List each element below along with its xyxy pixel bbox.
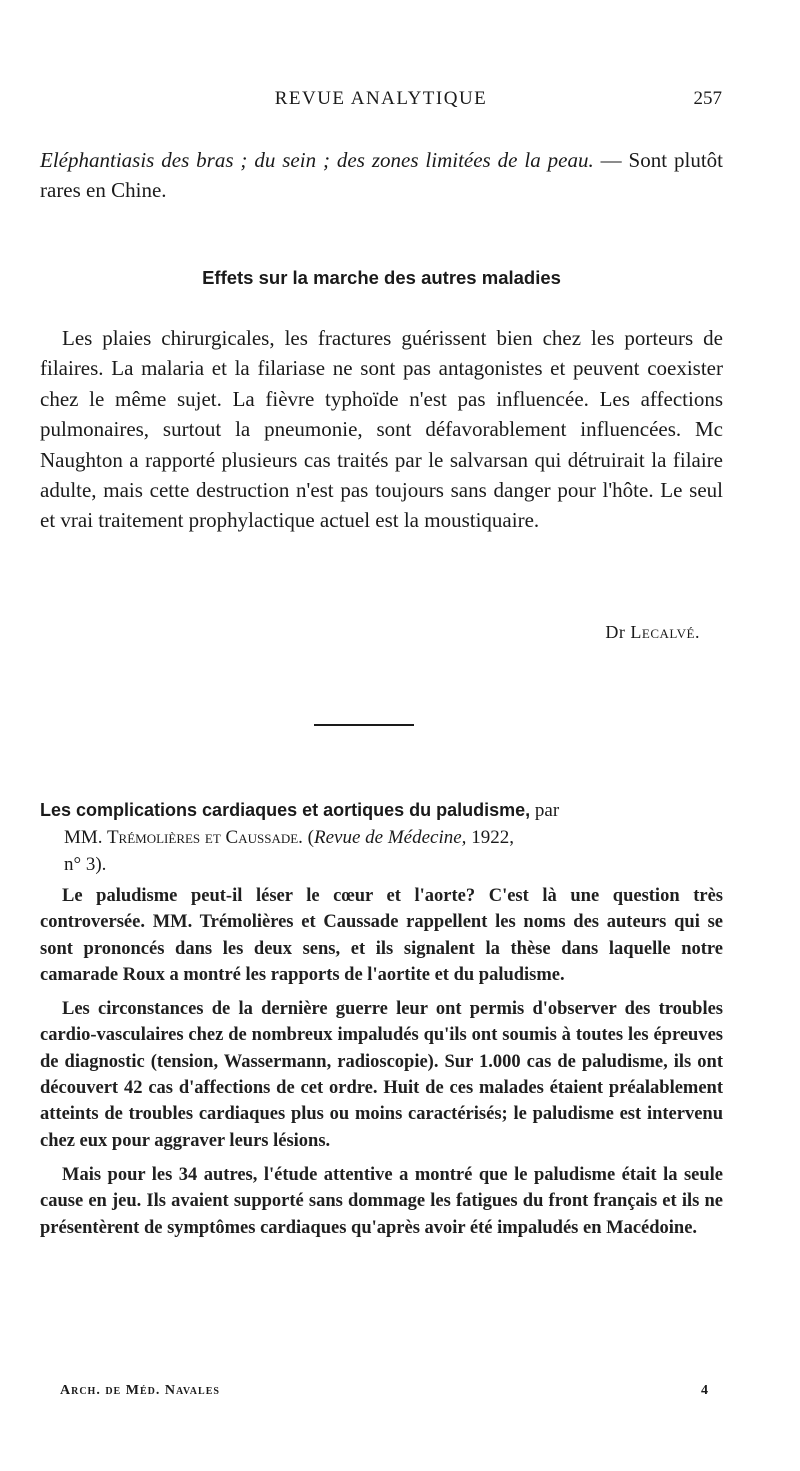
footer-journal: Arch. de Méd. Navales (60, 1383, 220, 1398)
page-footer (60, 1383, 708, 1407)
intro-rest: — Sont plutôt rares en Chine. (40, 148, 723, 202)
signature-prefix: Dr (605, 622, 626, 642)
article-by: par (534, 800, 560, 821)
article-paragraph: Mais pour les 34 autres, l'étude attentive a montré que le paludisme était la seule cause en jeu. Ils avaient supporté sans dommage les fatigues du front français et ils ne présentèrent de symptômes cardiaques qu'après avoir été impaludés en Macédoine. (40, 1164, 723, 1238)
section-paragraph: Les plaies chirurgicales, les fractures guérissent bien chez les porteurs de filaires. La malaria et la filariase ne sont pas antagonistes et peuvent coexister chez le même sujet. La fièvre typhoïde n'est pas influencée. Les affections pulmonaires, surtout la pneumonie, sont défavorablement influencées. Mc Naughton a rapporté plusieurs cas traités par le salvarsan qui détruirait la filaire adulte, mais cette destruction n'est pas toujours sans danger pour l'hôte. Le seul et vrai traitement prophylactique actuel est la moustiquaire. (40, 326, 723, 533)
intro-italic: Eléphantiasis des bras ; du sein ; des zones limitées de la peau. (40, 148, 594, 172)
article-title: Les complications cardiaques et aortiques du paludisme, (40, 800, 531, 820)
article-year: 1922, (471, 827, 514, 848)
article-number: n° 3). (64, 854, 107, 875)
footer-signature-mark: 4 (701, 1383, 708, 1398)
article-citation (40, 797, 723, 878)
header-title: REVUE ANALYTIQUE (274, 88, 488, 109)
section-divider (314, 724, 414, 726)
article-authors-block: MM. Trémolières et Caussade. (Revue de Médecine, 1922, n° 3). (64, 827, 514, 875)
article-journal: Revue de Médecine, (314, 827, 467, 848)
intro-paragraph (40, 145, 723, 205)
running-header (40, 88, 722, 118)
article-authors: MM. Trémolières et Caussade. (64, 827, 303, 848)
section-heading: Effets sur la marche des autres maladies (202, 267, 561, 288)
article-body (40, 883, 723, 1249)
signature-name: Lecalvé. (630, 622, 700, 642)
page-number: 257 (693, 88, 722, 109)
article-paragraph: Les circonstances de la dernière guerre leur ont permis d'observer des troubles cardio-vasculaires chez de nombreux impaludés qu'ils ont soumis à toutes les épreuves de diagnostic (tension, Wassermann, radioscopie). Sur 1.000 cas de paludisme, ils ont découvert 42 cas d'affections de cet ordre. Huit de ces malades étaient préalablement atteints de troubles cardiaques plus ou moins caractérisés; le paludisme est intervenu chez eux pour aggraver leurs lésions. (40, 999, 723, 1151)
article-paragraph: Le paludisme peut-il léser le cœur et l'aorte? C'est là une question très controversée. MM. Trémolières et Caussade rappellent les noms des auteurs qui se sont prononcés dans les deux sens, et ils signalent la thèse dans laquelle notre camarade Roux a montré les rapports de l'aortite et du paludisme. (40, 886, 723, 985)
signature (605, 622, 700, 643)
